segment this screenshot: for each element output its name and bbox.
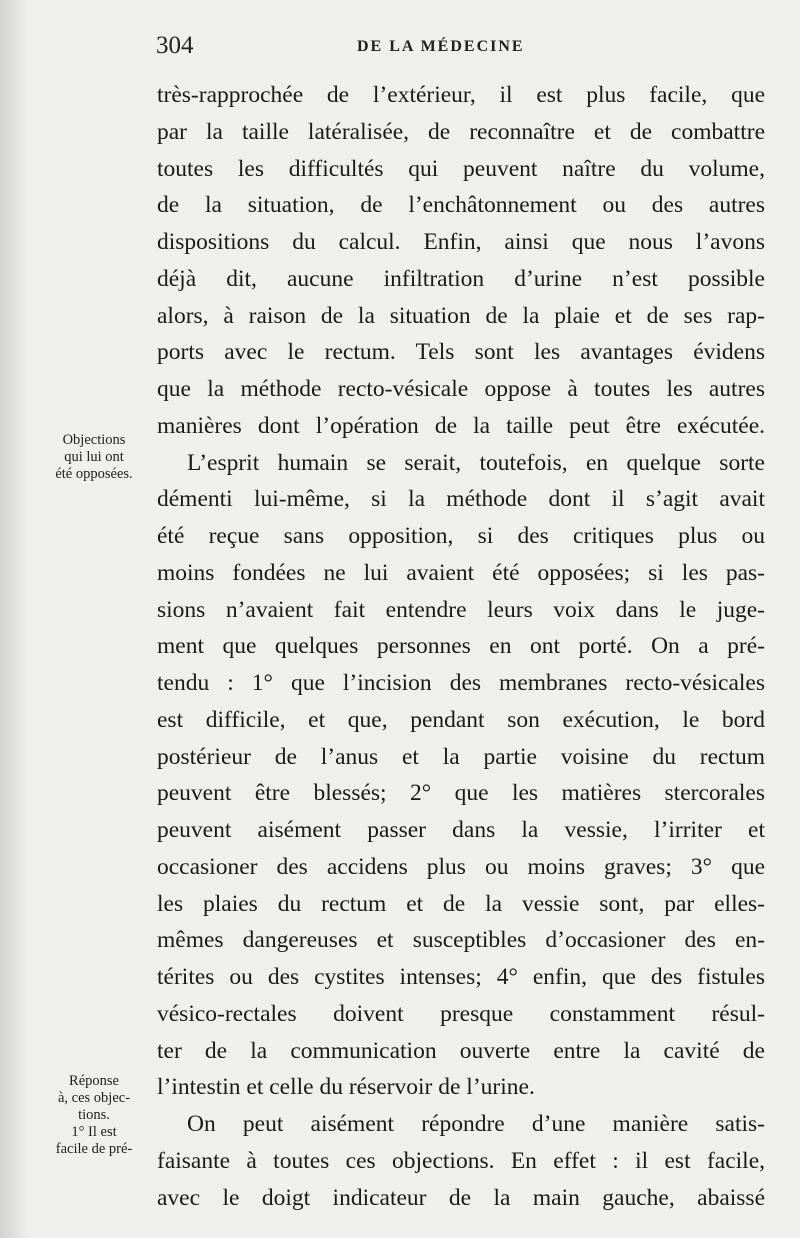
text-line: ports avec le rectum. Tels sont les avantages évidens — [157, 339, 765, 366]
text-line: les plaies du rectum et de la vessie sont, par elles- — [157, 890, 765, 917]
margin-note-line: qui lui ont — [64, 449, 124, 465]
text-line: manières dont l’opération de la taille peut être exécutée. — [157, 412, 765, 439]
text-line: occasioner des accidens plus ou moins graves; 3° que — [157, 853, 765, 880]
margin-note-line: 1° Il est — [71, 1124, 117, 1140]
text-line: faisante à toutes ces objections. En effet : il est facile, — [157, 1147, 765, 1174]
text-line: ment que quelques personnes en ont porté. On a pré- — [157, 633, 765, 660]
text-line: déjà dit, aucune infiltration d’urine n’est possible — [157, 265, 765, 292]
margin-note-line: Objections — [62, 432, 126, 448]
margin-note-line: à, ces objec- — [57, 1090, 131, 1106]
text-line: que la méthode recto-vésicale oppose à toutes les autres — [157, 376, 765, 402]
text-line: par la taille latéralisée, de reconnaître et de combattre — [157, 118, 765, 145]
paragraph-start-line: On peut aisément répondre d’une manière satis- — [187, 1111, 765, 1137]
running-head: DE LA MÉDECINE — [357, 38, 525, 55]
binding-shadow — [0, 0, 28, 1238]
margin-note-line: tions. — [78, 1107, 110, 1123]
text-line: peuvent aisément passer dans la vessie, l’irriter et — [157, 817, 765, 843]
text-line: ter de la communication ouverte entre la cavité de — [157, 1037, 765, 1064]
text-line: est difficile, et que, pendant son exécution, le bord — [157, 706, 765, 733]
text-line: très-rapprochée de l’extérieur, il est plus facile, que — [157, 82, 765, 108]
margin-note-reponse — [36, 1073, 152, 1158]
text-line: moins fondées ne lui avaient été opposées; si les pas- — [157, 559, 765, 586]
text-line: postérieur de l’anus et la partie voisine du rectum — [157, 743, 765, 770]
text-line: peuvent être blessés; 2° que les matières stercorales — [157, 780, 765, 807]
page-number: 304 — [156, 32, 194, 59]
text-line: avec le doigt indicateur de la main gauche, abaissé — [157, 1184, 765, 1211]
margin-note-line: facile de pré- — [55, 1141, 133, 1157]
margin-note-line: été opposées. — [55, 466, 133, 482]
text-line: de la situation, de l’enchâtonnement ou des autres — [157, 192, 765, 219]
margin-note-objections — [36, 432, 152, 483]
text-line: démenti lui-même, si la méthode dont il s’agit avait — [157, 486, 765, 513]
text-line: été reçue sans opposition, si des critiques plus ou — [157, 523, 765, 549]
text-line: tendu : 1° que l’incision des membranes recto-vésicales — [157, 670, 765, 696]
main-text-block — [157, 77, 765, 1216]
text-line: vésico-rectales doivent presque constamment résul- — [157, 1000, 765, 1027]
text-line: l’intestin et celle du réservoir de l’urine. — [157, 1074, 535, 1101]
text-line: dispositions du calcul. Enfin, ainsi que nous l’avons — [157, 229, 765, 255]
text-line: sions n’avaient fait entendre leurs voix dans le juge- — [157, 596, 765, 623]
text-line: alors, à raison de la situation de la plaie et de ses rap- — [157, 302, 765, 329]
page-header — [0, 30, 800, 70]
text-line: toutes les difficultés qui peuvent naître du volume, — [157, 155, 765, 182]
text-line: mêmes dangereuses et susceptibles d’occasioner des en- — [157, 927, 765, 954]
text-line: térites ou des cystites intenses; 4° enfin, que des fistules — [157, 964, 765, 990]
margin-note-line: Réponse — [69, 1073, 119, 1089]
paragraph-start-line: L’esprit humain se serait, toutefois, en quelque sorte — [187, 449, 765, 476]
